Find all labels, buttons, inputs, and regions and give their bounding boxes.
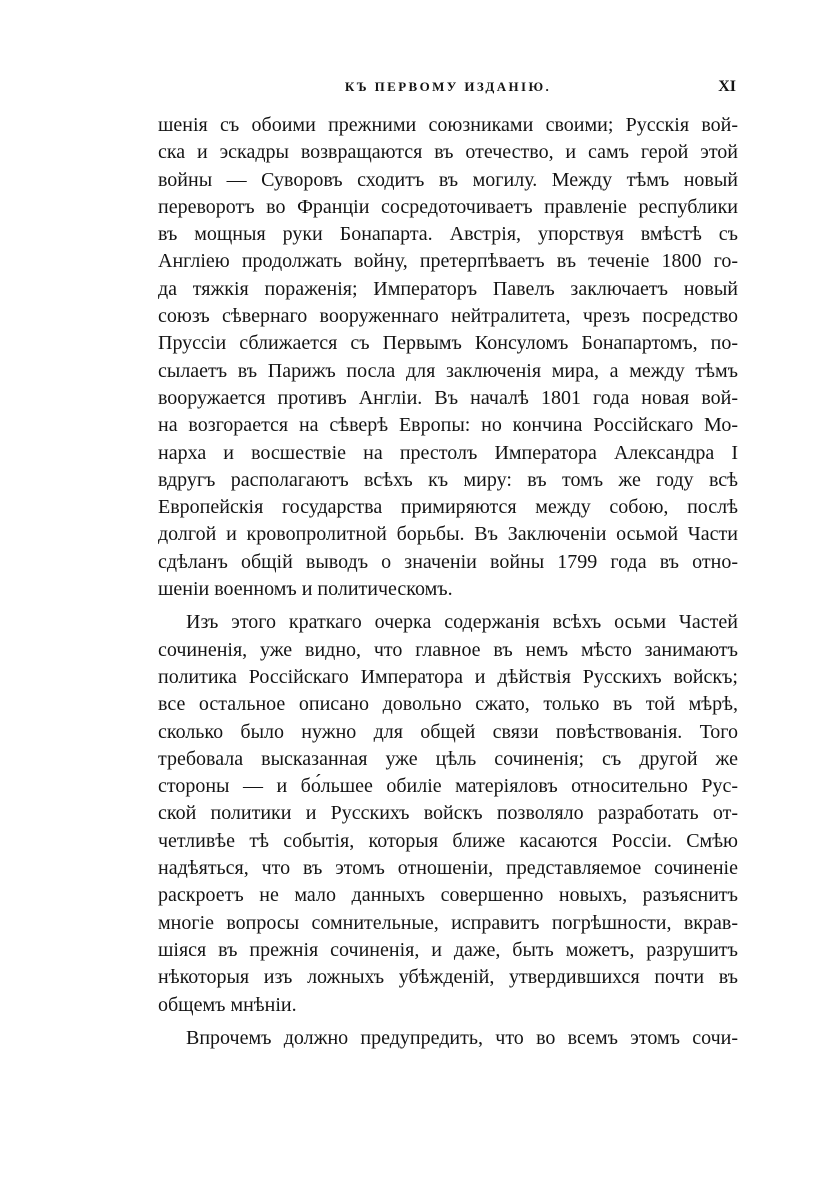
- running-header: [158, 76, 738, 98]
- text-line: шіяся въ прежнія сочиненія, и даже, быть можетъ, разрушитъ: [158, 938, 738, 961]
- text-line: Европейскія государства примиряются между собою, послѣ: [158, 496, 738, 519]
- paragraph-1: [158, 112, 738, 603]
- text-line: стороны — и бо́льшее обиліе матеріяловъ относительно Рус-: [158, 775, 738, 798]
- text-line: Англіею продолжать войну, претерпѣваетъ въ теченіе 1800 го-: [158, 250, 738, 273]
- paragraph-2: [158, 609, 738, 1018]
- text-line: сколько было нужно для общей связи повѣствованія. Того: [158, 720, 738, 743]
- text-line: союзъ сѣвернаго вооруженнаго нейтралитета, чрезъ посредство: [158, 305, 738, 328]
- page-number: XI: [718, 78, 736, 95]
- text-line: раскроетъ не мало данныхъ совершенно новыхъ, разъяснитъ: [158, 884, 738, 907]
- text-line: на возгорается на сѣверѣ Европы: но кончина Россійскаго Мо-: [158, 414, 738, 437]
- text-line: Пруссіи сближается съ Первымъ Консуломъ Бонапартомъ, по-: [158, 332, 738, 355]
- text-line: переворотъ во Франціи сосредоточиваетъ правленіе республики: [158, 195, 738, 218]
- text-line: нѣкоторыя изъ ложныхъ убѣжденій, утвердившихся почти въ: [158, 966, 738, 989]
- text-line: да тяжкія пораженія; Императоръ Павелъ заключаетъ новый: [158, 277, 738, 300]
- text-line: сочиненія, уже видно, что главное въ немъ мѣсто занимаютъ: [158, 638, 738, 661]
- text-line: Впрочемъ должно предупредить, что во всемъ этомъ сочи-: [186, 1026, 738, 1049]
- text-line: многіе вопросы сомнительные, исправитъ погрѣшности, вкрав-: [158, 911, 738, 934]
- text-line: Изъ этого краткаго очерка содержанія всѣхъ осьми Частей: [186, 611, 738, 634]
- text-line: вдругъ располагаютъ всѣхъ къ миру: въ томъ же году всѣ: [158, 468, 738, 491]
- text-line: политика Россійскаго Императора и дѣйствія Русскихъ войскъ;: [158, 665, 738, 688]
- text-line: нарха и восшествіе на престолъ Императора Александра I: [158, 441, 738, 464]
- body-text: [158, 112, 738, 1052]
- text-line: сдѣланъ общій выводъ о значеніи войны 1799 года въ отно-: [158, 550, 738, 573]
- text-line: долгой и кровопролитной борьбы. Въ Заключеніи осьмой Части: [158, 523, 738, 546]
- text-line: общемъ мнѣніи.: [158, 993, 297, 1016]
- text-line: надѣяться, что въ этомъ отношеніи, представляемое сочиненіе: [158, 857, 738, 880]
- running-title: КЪ ПЕРВОМУ ИЗДАНІЮ.: [344, 79, 552, 94]
- text-line: шенія съ обоими прежними союзниками своими; Русскія вой-: [158, 114, 738, 136]
- text-line: въ мощныя руки Бонапарта. Австрія, упорствуя вмѣстѣ съ: [158, 223, 738, 246]
- text-line: ской политики и Русскихъ войскъ позволяло разработать от-: [158, 802, 738, 825]
- text-line: сылаетъ въ Парижъ посла для заключенія мира, а между тѣмъ: [158, 359, 738, 382]
- paragraph-3: [158, 1025, 738, 1052]
- text-line: вооружается противъ Англіи. Въ началѣ 1801 года новая вой-: [158, 386, 738, 409]
- text-line: требовала высказанная уже цѣль сочиненія; съ другой же: [158, 747, 738, 770]
- text-line: все остальное описано довольно сжато, только въ той мѣрѣ,: [158, 693, 738, 716]
- text-line: четливѣе тѣ событія, которыя ближе касаются Россіи. Смѣю: [158, 829, 738, 852]
- text-line: шеніи военномъ и политическомъ.: [158, 578, 453, 601]
- text-line: войны — Суворовъ сходитъ въ могилу. Между тѣмъ новый: [158, 168, 738, 191]
- text-line: ска и эскадры возвращаются въ отечество, и самъ герой этой: [158, 141, 738, 164]
